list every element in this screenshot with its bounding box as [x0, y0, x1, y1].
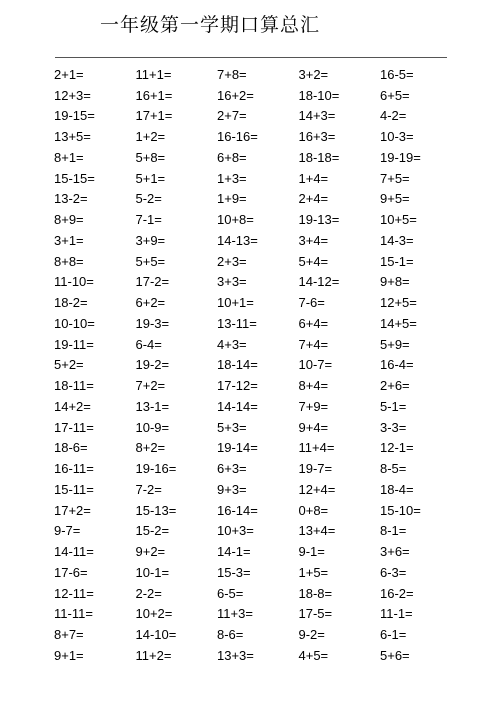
problem-cell: 16-16= — [217, 129, 258, 145]
problem-row — [54, 458, 474, 479]
problem-cell: 5+4= — [298, 253, 329, 269]
problem-cell: 1+9= — [217, 191, 247, 207]
problem-cell: 11-1= — [380, 606, 413, 622]
problem-cell: 3+4= — [298, 232, 329, 248]
problem-cell: 14-13= — [217, 232, 258, 248]
problem-cell: 4+3= — [217, 336, 247, 352]
problem-cell: 5+9= — [380, 336, 410, 352]
problem-cell: 4-2= — [380, 108, 407, 124]
problem-cell: 7+9= — [298, 398, 329, 414]
problem-cell: 8+8= — [54, 253, 84, 269]
problem-cell: 10+5= — [380, 212, 417, 228]
problem-cell: 2-2= — [135, 585, 162, 601]
problem-cell: 10-1= — [135, 564, 170, 580]
problem-cell: 5+3= — [217, 419, 247, 435]
problem-cell: 8+7= — [54, 627, 84, 643]
problem-cell: 7+5= — [380, 170, 410, 186]
problem-cell: 1+3= — [217, 170, 247, 186]
problem-cell: 18-14= — [217, 357, 258, 373]
problem-cell: 17-12= — [217, 378, 258, 394]
problem-cell: 19-13= — [298, 212, 340, 228]
problem-cell: 7+4= — [298, 336, 329, 352]
problem-cell: 10+8= — [217, 212, 254, 228]
problem-cell: 9+3= — [217, 481, 247, 497]
problem-cell: 2+7= — [217, 108, 247, 124]
problem-cell: 14+5= — [380, 315, 417, 331]
problem-cell: 9-2= — [298, 627, 325, 643]
problem-cell: 1+5= — [298, 564, 329, 580]
problem-row — [54, 106, 474, 127]
problem-cell: 2+6= — [380, 378, 410, 394]
problem-cell: 13-2= — [54, 191, 88, 207]
problem-cell: 7+8= — [217, 66, 247, 82]
problem-cell: 10-10= — [54, 315, 95, 331]
problem-cell: 15-1= — [380, 253, 414, 269]
problem-cell: 19-15= — [54, 108, 95, 124]
problem-cell: 18-11= — [54, 378, 94, 394]
problem-cell: 7-1= — [135, 212, 162, 228]
problem-cell: 6+4= — [298, 315, 329, 331]
problem-cell: 7+2= — [135, 378, 166, 394]
title-divider — [55, 57, 447, 58]
problem-cell: 18-8= — [298, 585, 333, 601]
problem-cell: 12+3= — [54, 87, 91, 103]
problem-row — [54, 624, 474, 645]
problem-row — [54, 541, 474, 562]
problem-row — [54, 189, 474, 210]
problem-row — [54, 251, 474, 272]
problem-cell: 19-7= — [298, 461, 333, 477]
problem-cell: 4+5= — [298, 647, 329, 663]
problem-row — [54, 313, 474, 334]
problem-cell: 11+2= — [135, 647, 172, 663]
problem-cell: 8-6= — [217, 627, 244, 643]
problem-cell: 6+2= — [135, 295, 166, 311]
problem-cell: 19-3= — [135, 315, 170, 331]
problem-cell: 8-5= — [380, 461, 407, 477]
problem-row — [54, 604, 474, 625]
problem-cell: 3-3= — [380, 419, 407, 435]
problem-row — [54, 272, 474, 293]
problem-cell: 12+4= — [298, 481, 336, 497]
problem-cell: 8-1= — [380, 523, 407, 539]
problem-cell: 10-9= — [135, 419, 170, 435]
problem-cell: 6-5= — [217, 585, 244, 601]
problem-cell: 6+8= — [217, 149, 247, 165]
problem-cell: 14-1= — [217, 544, 251, 560]
problem-cell: 18-2= — [54, 295, 88, 311]
problem-row — [54, 479, 474, 500]
problem-cell: 7-6= — [298, 295, 325, 311]
problem-cell: 8+1= — [54, 149, 84, 165]
problem-cell: 14-12= — [298, 274, 340, 290]
problem-cell: 9+8= — [380, 274, 410, 290]
problem-cell: 16-11= — [54, 461, 94, 477]
problem-cell: 19-19= — [380, 149, 421, 165]
problem-cell: 19-14= — [217, 440, 258, 456]
problem-cell: 16-5= — [380, 66, 414, 82]
problem-cell: 10-7= — [298, 357, 333, 373]
problem-cell: 15-2= — [135, 523, 170, 539]
problem-row — [54, 168, 474, 189]
problem-cell: 6-1= — [380, 627, 407, 643]
problem-row — [54, 500, 474, 521]
problem-cell: 12+5= — [380, 295, 417, 311]
problem-cell: 3+6= — [380, 544, 410, 560]
problem-cell: 17-2= — [135, 274, 170, 290]
problem-cell: 2+3= — [217, 253, 247, 269]
problem-cell: 17+1= — [135, 108, 173, 124]
problem-row — [54, 126, 474, 147]
problem-cell: 11+3= — [217, 606, 253, 622]
problem-cell: 18-18= — [298, 149, 340, 165]
problem-cell: 16-14= — [217, 502, 258, 518]
problem-cell: 12-11= — [54, 585, 94, 601]
problem-cell: 9+5= — [380, 191, 410, 207]
problem-cell: 17-6= — [54, 564, 88, 580]
problem-cell: 5-2= — [135, 191, 162, 207]
problem-cell: 13-1= — [135, 398, 170, 414]
problem-row — [54, 355, 474, 376]
problem-cell: 1+2= — [135, 129, 166, 145]
problem-cell: 11+1= — [135, 66, 172, 82]
problem-cell: 15-3= — [217, 564, 251, 580]
problem-cell: 11-10= — [54, 274, 94, 290]
problem-cell: 19-16= — [135, 461, 177, 477]
problem-cell: 10-3= — [380, 129, 414, 145]
problem-cell: 9-1= — [298, 544, 325, 560]
problem-cell: 16+2= — [217, 87, 254, 103]
problem-cell: 18-10= — [298, 87, 340, 103]
problem-cell: 6+3= — [217, 461, 247, 477]
problem-cell: 0+8= — [298, 502, 329, 518]
problem-cell: 13-11= — [217, 315, 257, 331]
problem-cell: 5+5= — [135, 253, 166, 269]
problem-cell: 5+6= — [380, 647, 410, 663]
problem-row — [54, 396, 474, 417]
problem-cell: 16+3= — [298, 129, 336, 145]
problem-cell: 17-11= — [54, 419, 94, 435]
problem-cell: 14+3= — [298, 108, 336, 124]
problem-cell: 19-11= — [54, 336, 94, 352]
problem-cell: 15-10= — [380, 502, 421, 518]
problem-cell: 12-1= — [380, 440, 414, 456]
problem-cell: 9+2= — [135, 544, 166, 560]
problem-cell: 13+5= — [54, 129, 91, 145]
problem-cell: 6-4= — [135, 336, 162, 352]
problem-cell: 8+2= — [135, 440, 166, 456]
problem-cell: 6-3= — [380, 564, 407, 580]
problem-cell: 14-3= — [380, 232, 414, 248]
problem-cell: 5+1= — [135, 170, 166, 186]
problem-cell: 8+4= — [298, 378, 329, 394]
problem-grid — [54, 64, 474, 666]
problem-row — [54, 209, 474, 230]
problem-cell: 10+2= — [135, 606, 173, 622]
problem-cell: 9+4= — [298, 419, 329, 435]
problem-row — [54, 334, 474, 355]
problem-cell: 2+1= — [54, 66, 84, 82]
problem-row — [54, 583, 474, 604]
problem-cell: 18-6= — [54, 440, 88, 456]
problem-cell: 3+3= — [217, 274, 247, 290]
problem-cell: 17-5= — [298, 606, 333, 622]
problem-cell: 2+4= — [298, 191, 329, 207]
problem-cell: 14-11= — [54, 544, 94, 560]
problem-cell: 13+4= — [298, 523, 336, 539]
problem-row — [54, 85, 474, 106]
problem-cell: 14-14= — [217, 398, 258, 414]
problem-cell: 18-4= — [380, 481, 414, 497]
problem-cell: 3+1= — [54, 232, 84, 248]
page-title: 一年级第一学期口算总汇 — [99, 14, 320, 36]
problem-cell: 13+3= — [217, 647, 254, 663]
problem-cell: 8+9= — [54, 212, 84, 228]
problem-cell: 15-15= — [54, 170, 95, 186]
problem-cell: 19-2= — [135, 357, 170, 373]
problem-cell: 3+2= — [298, 66, 329, 82]
problem-cell: 11+4= — [298, 440, 335, 456]
problem-cell: 11-11= — [54, 606, 93, 622]
problem-cell: 9-7= — [54, 523, 81, 539]
problem-cell: 9+1= — [54, 647, 84, 663]
problem-row — [54, 521, 474, 542]
problem-row — [54, 292, 474, 313]
problem-cell: 17+2= — [54, 502, 91, 518]
problem-cell: 5-1= — [380, 398, 407, 414]
problem-cell: 14-10= — [135, 627, 177, 643]
problem-row — [54, 438, 474, 459]
problem-cell: 15-11= — [54, 481, 94, 497]
problem-row — [54, 147, 474, 168]
problem-cell: 1+4= — [298, 170, 329, 186]
problem-row — [54, 417, 474, 438]
problem-cell: 16-2= — [380, 585, 414, 601]
problem-row — [54, 64, 474, 85]
problem-cell: 7-2= — [135, 481, 162, 497]
problem-cell: 5+8= — [135, 149, 166, 165]
problem-cell: 14+2= — [54, 398, 91, 414]
problem-cell: 3+9= — [135, 232, 166, 248]
problem-row — [54, 230, 474, 251]
problem-cell: 15-13= — [135, 502, 177, 518]
problem-cell: 5+2= — [54, 357, 84, 373]
problem-row — [54, 645, 474, 666]
problem-cell: 16+1= — [135, 87, 173, 103]
problem-cell: 6+5= — [380, 87, 410, 103]
problem-cell: 16-4= — [380, 357, 414, 373]
problem-cell: 10+1= — [217, 295, 254, 311]
problem-row — [54, 375, 474, 396]
problem-cell: 10+3= — [217, 523, 254, 539]
problem-row — [54, 562, 474, 583]
